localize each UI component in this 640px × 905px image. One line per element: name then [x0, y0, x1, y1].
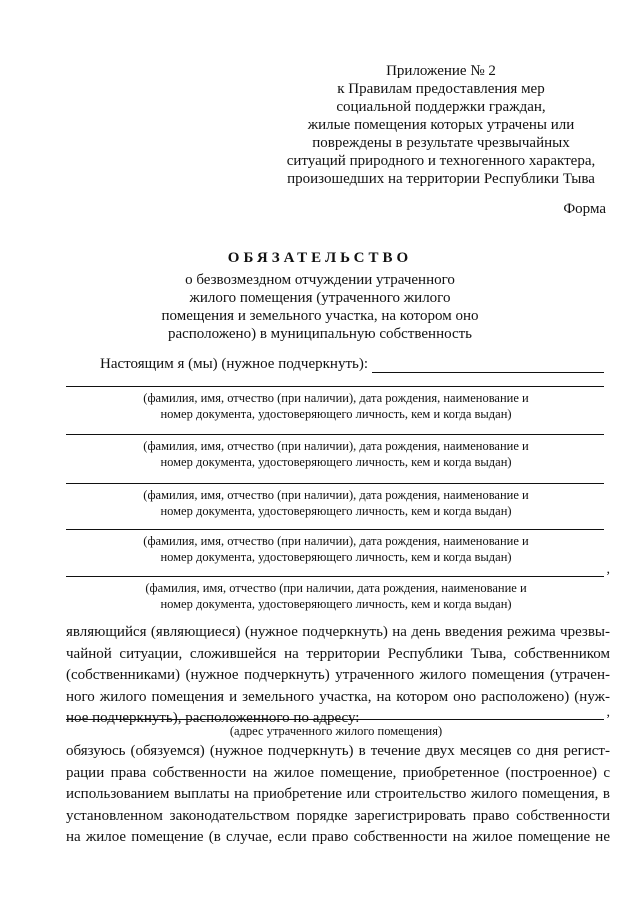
ownership-paragraph: являющийся (являющиеся) (нужное подчеркнуть) на день введения режима чрезвы- чайной ситуации, сложившейся на территории Республики Тыва, собственником (собственниками) (нужное подчеркнуть) утраченного жилого помещения (утрачен- ного жилого помещения и земельного участка, на котором оно расположено) (нуж- ное подчеркнуть), расположенного по адресу:	[66, 624, 610, 726]
form-label: Форма	[563, 201, 606, 217]
person-field-4	[66, 529, 606, 565]
person-blank-line[interactable]	[66, 434, 604, 435]
person-blank-line[interactable]	[66, 386, 604, 387]
person-field-2	[66, 434, 606, 470]
subtitle-line: расположено) в муниципальную собственность	[167, 326, 473, 342]
person-blank-line[interactable]	[66, 483, 604, 484]
person-field-1	[66, 386, 606, 422]
appendix-line: социальной поддержки граждан,	[336, 99, 546, 115]
intro-blank-line[interactable]	[372, 372, 604, 373]
document-title: ОБЯЗАТЕЛЬСТВО	[227, 250, 413, 266]
person-caption: (фамилия, имя, отчество (при наличии), дата рождения, наименование и номер документа, удостоверяющего личность, кем и когда выдан)	[143, 439, 529, 469]
subtitle-line: помещения и земельного участка, на котором оно	[161, 308, 479, 324]
appendix-line: жилые помещения которых утрачены или	[307, 117, 575, 133]
person-caption: (фамилия, имя, отчество (при наличии), дата рождения, наименование и номер документа, удостоверяющего личность, кем и когда выдан)	[143, 391, 529, 421]
obligation-paragraph: обязуюсь (обязуемся) (нужное подчеркнуть) в течение двух месяцев со дня регист- рации права собственности на жилое помещение, приобретенное (построенное) с использованием выплаты на приобретение или строительство жилого помещения, в установленном законодательством порядке зарегистрировать право собственности на жилое помещение (в случае, если право собственности на жилое помещение не	[66, 743, 610, 845]
appendix-line: ситуаций природного и техногенного характера,	[286, 153, 596, 169]
person-blank-line[interactable]: ,	[66, 576, 604, 577]
person-caption: (фамилия, имя, отчество (при наличии), дата рождения, наименование и номер документа, удостоверяющего личность, кем и когда выдан)	[143, 534, 529, 564]
appendix-line: к Правилам предоставления мер	[337, 81, 545, 97]
document-subtitle	[150, 271, 490, 343]
person-field-3	[66, 483, 606, 519]
title-block	[150, 250, 490, 343]
person-caption: (фамилия, имя, отчество (при наличии, дата рождения, наименование и номер документа, удостоверяющего личность, кем и когда выдан)	[145, 581, 527, 611]
address-blank-line[interactable]: ,	[66, 719, 604, 720]
person-caption: (фамилия, имя, отчество (при наличии), дата рождения, наименование и номер документа, удостоверяющего личность, кем и когда выдан)	[143, 488, 529, 518]
person-field-5	[66, 562, 610, 612]
appendix-line: произошедших на территории Республики Тыва	[287, 171, 595, 187]
subtitle-line: о безвозмездном отчуждении утраченного	[185, 272, 455, 288]
appendix-header	[276, 62, 606, 188]
intro-text: Настоящим я (мы) (нужное подчеркнуть):	[100, 356, 369, 372]
person-blank-line[interactable]	[66, 529, 604, 530]
address-caption: (адрес утраченного жилого помещения)	[229, 724, 443, 738]
subtitle-line: жилого помещения (утраченного жилого	[189, 290, 451, 306]
appendix-line: Приложение № 2	[386, 63, 496, 79]
appendix-line: повреждены в результате чрезвычайных	[312, 135, 570, 151]
